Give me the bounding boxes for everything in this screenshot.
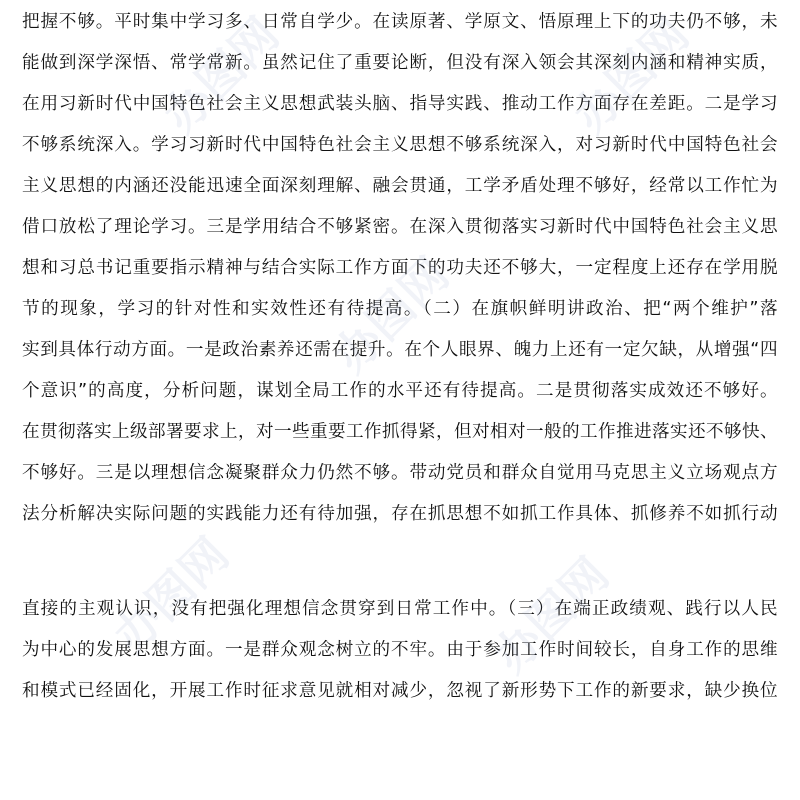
watermark: 办图网 — [153, 7, 290, 144]
text-line-3: 在用习新时代中国特色社会主义思想武装头脑、指导实践、推动工作方面存在差距。二是学习 — [22, 94, 778, 114]
text-line-10: 个意识”的高度，分析问题，谋划全局工作的水平还有待提高。二是贯彻落实成效还不够好。 — [22, 381, 778, 401]
text-line-6: 借口放松了理论学习。三是学用结合不够紧密。在深入贯彻落实习新时代中国特色社会主义思 — [22, 217, 778, 237]
text-line-1: 把握不够。平时集中学习多、日常自学少。在读原著、学原文、悟原理上下的功夫仍不够，未 — [22, 12, 778, 32]
text-line-8: 节的现象，学习的针对性和实效性还有待提高。（二）在旗帜鲜明讲政治、把“两个维护”落 — [22, 299, 778, 319]
text-line-7: 想和习总书记重要指示精神与结合实际工作方面下的功夫还不够大，一定程度上还存在学用脱 — [22, 258, 778, 278]
text-line-4: 不够系统深入。学习习新时代中国特色社会主义思想不够系统深入，对习新时代中国特色社会 — [22, 135, 778, 155]
text-line-12: 不够好。三是以理想信念凝聚群众力仍然不够。带动党员和群众自觉用马克思主义立场观点方 — [22, 463, 778, 483]
watermark: 办图网 — [103, 527, 240, 664]
watermark: 办图网 — [563, 7, 700, 144]
text-line-5: 主义思想的内涵还没能迅速全面深刻理解、融会贯通，工学矛盾处理不够好，经常以工作忙为 — [22, 176, 778, 196]
text-line-11: 在贯彻落实上级部署要求上，对一些重要工作抓得紧，但对相对一般的工作推进落实还不够快、 — [22, 422, 778, 442]
text-line-14: 直接的主观认识，没有把强化理想信念贯穿到日常工作中。（三）在端正政绩观、践行以人民 — [22, 599, 778, 619]
text-line-16: 和模式已经固化，开展工作时征求意见就相对减少，忽视了新形势下工作的新要求，缺少换位 — [22, 681, 778, 701]
text-line-15: 为中心的发展思想方面。一是群众观念树立的不牢。由于参加工作时间较长，自身工作的思维 — [22, 640, 778, 660]
text-line-9: 实到具体行动方面。一是政治素养还需在提升。在个人眼界、魄力上还有一定欠缺，从增强“四 — [22, 340, 778, 360]
watermark: 办图网 — [483, 547, 620, 684]
text-line-2: 能做到深学深悟、常学常新。虽然记住了重要论断，但没有深入领会其深刻内涵和精神实质， — [22, 53, 778, 73]
text-line-13: 法分析解决实际问题的实践能力还有待加强，存在抓思想不如抓工作具体、抓修养不如抓行动 — [22, 504, 778, 524]
watermark: 办图网 — [323, 247, 460, 384]
